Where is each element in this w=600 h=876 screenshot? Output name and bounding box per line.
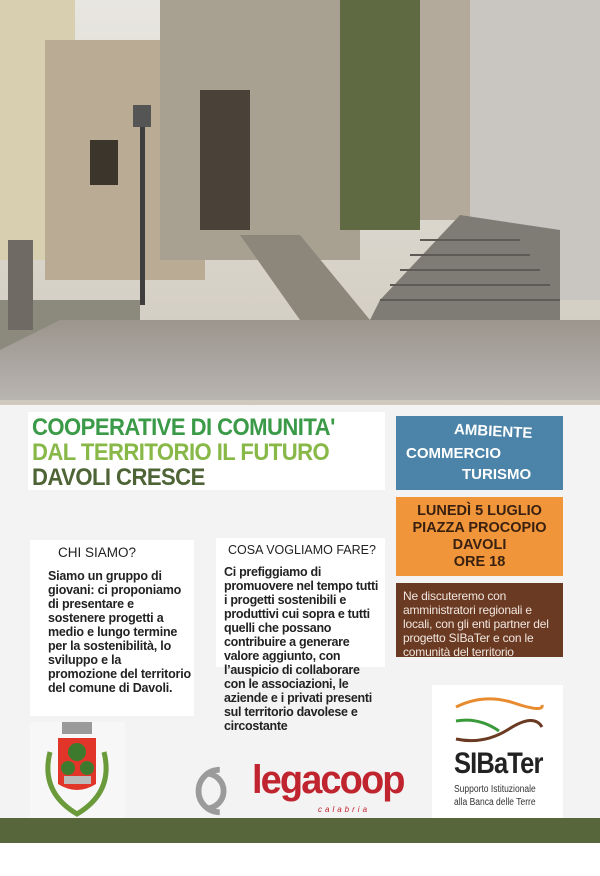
- what-heading: COSA VOGLIAMO FARE?: [228, 543, 376, 557]
- legacoop-rings-icon: [180, 764, 246, 818]
- legacoop-wordmark: legacoop: [252, 758, 404, 802]
- event-town: DAVOLI: [452, 537, 507, 553]
- theme-ambiente: AMBIENTE: [453, 420, 533, 443]
- sibater-wordmark: SIBaTer: [454, 747, 543, 780]
- who-card: [30, 540, 194, 716]
- title-block: [28, 412, 385, 490]
- what-text: Ci prefiggiamo di promuovere nel tempo tutti i progetti sostenibili e produttivi cui sopra e tutti quelli che possano contribuire a generare valore aggiunto, con l’auspicio di collaborare con le associazioni, le aziende e i privati presenti sul territorio davolese e circostante: [224, 565, 379, 733]
- event-time: ORE 18: [453, 554, 506, 570]
- davoli-coat-of-arms: [30, 722, 125, 818]
- sibater-tagline-2: alla Banca delle Terre: [454, 797, 536, 808]
- theme-turismo: TURISMO: [462, 466, 532, 483]
- event-place: PIAZZA PROCOPIO: [412, 520, 547, 536]
- title-line-1: COOPERATIVE DI COMUNITA': [32, 414, 335, 441]
- sibater-tagline-1: Supporto Istituzionale: [454, 784, 536, 795]
- what-content: [216, 538, 385, 733]
- sibater-waves-icon: [454, 695, 544, 747]
- discussion-box: [396, 583, 563, 657]
- legacoop-region: calabria: [318, 805, 371, 814]
- themes-box: [396, 416, 563, 490]
- who-heading: CHI SIAMO?: [58, 545, 137, 560]
- legacoop-logo: [180, 758, 405, 818]
- who-text: Siamo un gruppo di giovani: ci proponiamo di presentare e sostenere progetti a medio e lungo termine per la sostenibilità, lo sviluppo e la promozione del territorio del comune di Davoli.: [48, 569, 191, 695]
- title-line-2: DAL TERRITORIO IL FUTURO: [32, 439, 330, 466]
- village-street-photo: [0, 0, 600, 405]
- title-line-3: DAVOLI CRESCE: [32, 464, 205, 491]
- theme-commercio: COMMERCIO: [406, 445, 501, 462]
- footer-band: [0, 818, 600, 843]
- discussion-text: Ne discuteremo con amministratori regionali e locali, con gli enti partner del progetto SIBaTer e con le comunità del territorio: [403, 589, 549, 659]
- event-box: [396, 497, 563, 576]
- event-date: LUNEDÌ 5 LUGLIO: [417, 503, 542, 519]
- sibater-logo: [432, 685, 563, 818]
